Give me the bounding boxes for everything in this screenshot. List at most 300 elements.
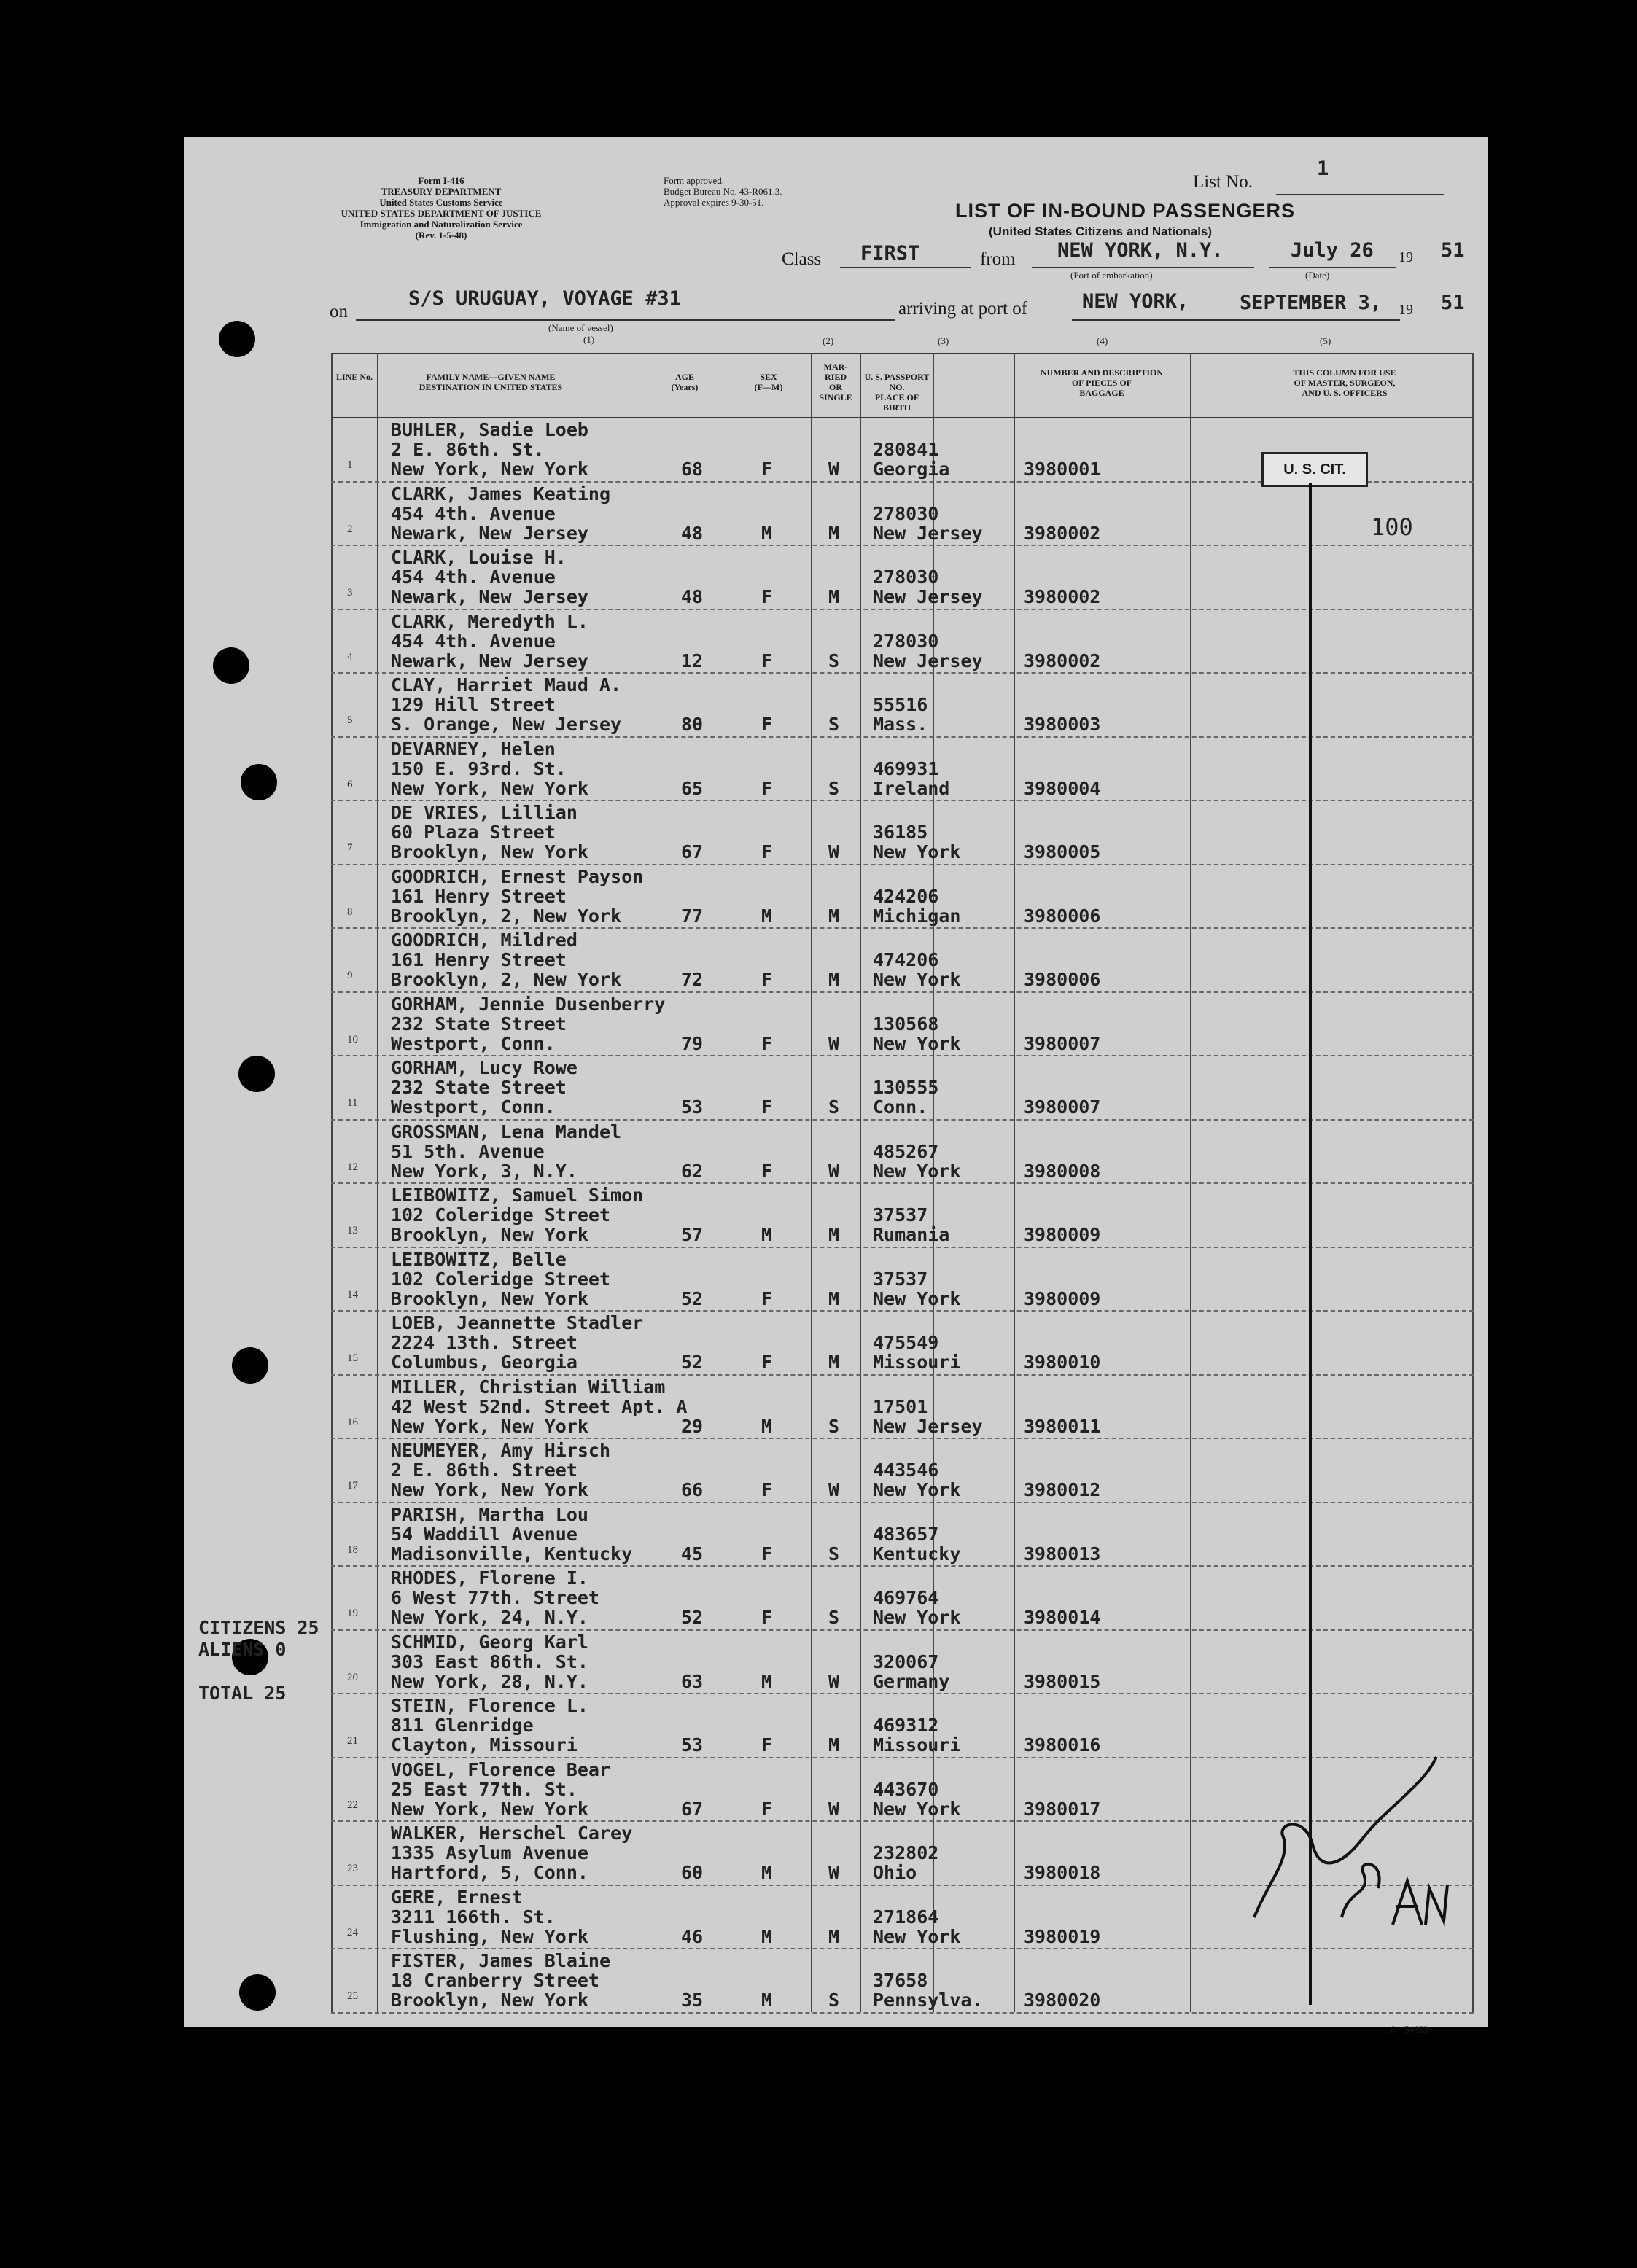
baggage-number: 3980004 bbox=[1024, 777, 1101, 799]
passenger-age: 72 bbox=[681, 969, 704, 990]
passport-number: 320067 bbox=[873, 1651, 939, 1672]
line-number: 8 bbox=[347, 905, 353, 918]
passport-number: 469312 bbox=[873, 1715, 939, 1736]
passenger-name: VOGEL, Florence Bear bbox=[391, 1758, 611, 1780]
passenger-age: 53 bbox=[681, 1096, 704, 1118]
passport-number: 232802 bbox=[873, 1842, 939, 1863]
passenger-city: Brooklyn, New York bbox=[391, 1990, 588, 2011]
passport-number: 37537 bbox=[873, 1268, 928, 1290]
vessel-caption: (Name of vessel) bbox=[548, 322, 613, 333]
passenger-name: LOEB, Jeannette Stadler bbox=[391, 1312, 644, 1333]
passport-number: 443670 bbox=[873, 1778, 939, 1800]
passenger-street: 102 Coleridge Street bbox=[391, 1204, 611, 1225]
passenger-marital-status: S bbox=[828, 1990, 840, 2011]
passenger-marital-status: S bbox=[828, 1543, 840, 1564]
baggage-number: 3980008 bbox=[1024, 1160, 1101, 1182]
passenger-street: 51 5th. Avenue bbox=[391, 1140, 545, 1162]
passenger-street: 3211 166th. St. bbox=[391, 1906, 556, 1928]
passenger-age: 29 bbox=[681, 1415, 704, 1437]
column-number: (2) bbox=[823, 335, 834, 346]
baggage-number: 3980006 bbox=[1024, 905, 1101, 927]
passenger-name: CLAY, Harriet Maud A. bbox=[391, 674, 622, 695]
passenger-age: 57 bbox=[681, 1224, 704, 1245]
passenger-marital-status: W bbox=[828, 1479, 840, 1500]
passenger-name: GORHAM, Lucy Rowe bbox=[391, 1057, 578, 1078]
passenger-street: 454 4th. Avenue bbox=[391, 502, 556, 524]
date-caption: (Date) bbox=[1305, 270, 1330, 281]
place-of-birth: Rumania bbox=[873, 1224, 950, 1245]
line-number: 9 bbox=[347, 970, 353, 981]
passenger-marital-status: W bbox=[828, 1798, 840, 1820]
punch-hole bbox=[219, 321, 255, 357]
passenger-street: 454 4th. Avenue bbox=[391, 566, 556, 588]
count-annotation: 100 bbox=[1371, 513, 1413, 541]
place-of-birth: Missouri bbox=[873, 1352, 961, 1373]
passport-number: 278030 bbox=[873, 566, 939, 588]
vessel-underline bbox=[356, 319, 895, 321]
place-of-birth: New York bbox=[873, 1607, 961, 1628]
passenger-sex: F bbox=[761, 714, 773, 735]
header-passport: U. S. PASSPORT NO. PLACE OF BIRTH bbox=[864, 372, 930, 413]
date-value: July 26 bbox=[1291, 239, 1374, 262]
form-agency-block bbox=[321, 175, 561, 241]
column-number: (5) bbox=[1320, 335, 1331, 346]
header-baggage: NUMBER AND DESCRIPTION OF PIECES OF BAGGAGE bbox=[1040, 367, 1164, 398]
passenger-city: New York, New York bbox=[391, 459, 588, 480]
baggage-number: 3980020 bbox=[1024, 1990, 1101, 2011]
approval-block bbox=[664, 175, 782, 208]
class-underline bbox=[840, 267, 971, 268]
vessel-name: S/S URUGUAY, VOYAGE #31 bbox=[408, 287, 681, 310]
passport-number: 17501 bbox=[873, 1395, 928, 1417]
passenger-street: 303 East 86th. St. bbox=[391, 1651, 588, 1672]
passenger-marital-status: M bbox=[828, 1352, 840, 1373]
punch-hole bbox=[239, 1974, 276, 2011]
page-title: LIST OF IN-BOUND PASSENGERS bbox=[955, 200, 1296, 222]
revision-label: (Rev. 1-5-48) bbox=[415, 230, 467, 241]
line-number: 24 bbox=[347, 1926, 358, 1938]
passport-number: 443546 bbox=[873, 1460, 939, 1481]
header-sex: SEX (F—M) bbox=[754, 372, 783, 392]
from-value: NEW YORK, N.Y. bbox=[1057, 239, 1224, 262]
justice-label: UNITED STATES DEPARTMENT OF JUSTICE bbox=[341, 208, 542, 219]
baggage-number: 3980009 bbox=[1024, 1287, 1101, 1309]
passenger-sex: M bbox=[761, 1224, 773, 1245]
passenger-city: New York, 24, N.Y. bbox=[391, 1607, 588, 1628]
line-number: 18 bbox=[347, 1543, 358, 1556]
place-of-birth: New York bbox=[873, 1798, 961, 1820]
passport-number: 37537 bbox=[873, 1204, 928, 1225]
passenger-city: Hartford, 5, Conn. bbox=[391, 1862, 588, 1883]
passenger-marital-status: M bbox=[828, 522, 840, 544]
passenger-sex: F bbox=[761, 1352, 773, 1373]
passenger-marital-status: W bbox=[828, 1670, 840, 1692]
baggage-number: 3980011 bbox=[1024, 1415, 1101, 1437]
passport-number: 130555 bbox=[873, 1077, 939, 1098]
line-number: 21 bbox=[347, 1735, 358, 1747]
total-count: TOTAL 25 bbox=[198, 1683, 287, 1704]
line-number: 4 bbox=[347, 650, 353, 663]
passenger-city: Newark, New Jersey bbox=[391, 586, 588, 607]
passenger-name: GROSSMAN, Lena Mandel bbox=[391, 1121, 622, 1142]
passport-number: 55516 bbox=[873, 694, 928, 715]
arrival-year-prefix: 19 bbox=[1399, 302, 1413, 318]
passenger-city: Westport, Conn. bbox=[391, 1032, 556, 1054]
header-age: AGE (Years) bbox=[671, 372, 699, 392]
passenger-street: 25 East 77th. St. bbox=[391, 1778, 578, 1800]
arrival-port: NEW YORK, bbox=[1082, 290, 1189, 313]
passenger-name: NEUMEYER, Amy Hirsch bbox=[391, 1440, 611, 1461]
passenger-street: 232 State Street bbox=[391, 1013, 567, 1034]
passenger-age: 68 bbox=[681, 459, 704, 480]
passenger-marital-status: M bbox=[828, 1925, 840, 1947]
port-caption: (Port of embarkation) bbox=[1070, 270, 1153, 281]
passenger-age: 67 bbox=[681, 1798, 704, 1820]
place-of-birth: New York bbox=[873, 1925, 961, 1947]
passenger-sex: F bbox=[761, 1734, 773, 1755]
passenger-street: 54 Waddill Avenue bbox=[391, 1523, 578, 1545]
passenger-age: 46 bbox=[681, 1925, 704, 1947]
line-number: 22 bbox=[347, 1799, 358, 1811]
passenger-city: Brooklyn, 2, New York bbox=[391, 905, 622, 927]
line-number: 13 bbox=[347, 1225, 358, 1236]
header-married: MAR- RIED OR SINGLE bbox=[819, 362, 852, 402]
passenger-city: New York, New York bbox=[391, 1798, 588, 1820]
baggage-number: 3980018 bbox=[1024, 1862, 1101, 1883]
baggage-number: 3980007 bbox=[1024, 1096, 1101, 1118]
passenger-marital-status: S bbox=[828, 714, 840, 735]
passenger-street: 811 Glenridge bbox=[391, 1715, 534, 1736]
baggage-number: 3980002 bbox=[1024, 650, 1101, 671]
passenger-marital-status: S bbox=[828, 650, 840, 671]
baggage-number: 3980006 bbox=[1024, 969, 1101, 990]
column-number: (4) bbox=[1097, 335, 1108, 346]
place-of-birth: New York bbox=[873, 969, 961, 990]
passenger-age: 66 bbox=[681, 1479, 704, 1500]
passenger-city: New York, New York bbox=[391, 1415, 588, 1437]
passenger-city: Flushing, New York bbox=[391, 1925, 588, 1947]
line-number: 10 bbox=[347, 1033, 358, 1045]
passenger-city: New York, New York bbox=[391, 1479, 588, 1500]
place-of-birth: New York bbox=[873, 1479, 961, 1500]
place-of-birth: Mass. bbox=[873, 714, 928, 735]
passenger-sex: F bbox=[761, 777, 773, 799]
approval-line: Form approved. bbox=[664, 175, 725, 186]
line-number: 5 bbox=[347, 714, 353, 726]
passenger-sex: F bbox=[761, 1543, 773, 1564]
passenger-sex: F bbox=[761, 1479, 773, 1500]
baggage-number: 3980009 bbox=[1024, 1224, 1101, 1245]
passport-number: 469931 bbox=[873, 757, 939, 779]
passenger-city: Westport, Conn. bbox=[391, 1096, 556, 1118]
date-year-prefix: 19 bbox=[1399, 249, 1413, 265]
line-number: 11 bbox=[347, 1097, 358, 1109]
baggage-number: 3980005 bbox=[1024, 841, 1101, 862]
inspector-signature bbox=[1240, 1750, 1458, 1939]
us-citizen-stamp: U. S. CIT. bbox=[1261, 452, 1368, 487]
passenger-name: GORHAM, Jennie Dusenberry bbox=[391, 993, 666, 1015]
passenger-marital-status: W bbox=[828, 1032, 840, 1054]
baggage-number: 3980002 bbox=[1024, 586, 1101, 607]
passenger-name: STEIN, Florence L. bbox=[391, 1695, 588, 1716]
passenger-age: 45 bbox=[681, 1543, 704, 1564]
passenger-age: 60 bbox=[681, 1862, 704, 1883]
place-of-birth: Ohio bbox=[873, 1862, 917, 1883]
passenger-city: Brooklyn, New York bbox=[391, 1224, 588, 1245]
passport-number: 280841 bbox=[873, 439, 939, 460]
passenger-marital-status: W bbox=[828, 1160, 840, 1182]
passenger-city: New York, New York bbox=[391, 777, 588, 799]
passenger-marital-status: M bbox=[828, 905, 840, 927]
passenger-age: 79 bbox=[681, 1032, 704, 1054]
on-label: on bbox=[330, 302, 348, 322]
passenger-sex: M bbox=[761, 1670, 773, 1692]
passenger-age: 62 bbox=[681, 1160, 704, 1182]
passenger-age: 35 bbox=[681, 1990, 704, 2011]
passenger-street: 129 Hill Street bbox=[391, 694, 556, 715]
place-of-birth: Missouri bbox=[873, 1734, 961, 1755]
column-number: (3) bbox=[938, 335, 949, 346]
list-no-underline bbox=[1276, 194, 1444, 195]
passenger-marital-status: W bbox=[828, 459, 840, 480]
passenger-city: New York, 3, N.Y. bbox=[391, 1160, 578, 1182]
passport-number: 37658 bbox=[873, 1970, 928, 1991]
passenger-sex: M bbox=[761, 1925, 773, 1947]
punch-hole bbox=[232, 1347, 268, 1384]
baggage-number: 3980003 bbox=[1024, 714, 1101, 735]
approval-line: Budget Bureau No. 43-R061.3. bbox=[664, 186, 782, 197]
arrival-year: 51 bbox=[1441, 292, 1465, 314]
line-number: 17 bbox=[347, 1480, 358, 1492]
passenger-sex: F bbox=[761, 650, 773, 671]
class-label: Class bbox=[782, 249, 822, 269]
line-number: 6 bbox=[347, 778, 353, 790]
passenger-street: 2 E. 86th. St. bbox=[391, 439, 545, 460]
place-of-birth: Conn. bbox=[873, 1096, 928, 1118]
passenger-marital-status: M bbox=[828, 1224, 840, 1245]
place-of-birth: New Jersey bbox=[873, 1415, 983, 1437]
passenger-street: 1335 Asylum Avenue bbox=[391, 1842, 588, 1863]
passenger-name: DE VRIES, Lillian bbox=[391, 802, 578, 823]
passenger-sex: F bbox=[761, 1032, 773, 1054]
passenger-name: FISTER, James Blaine bbox=[391, 1950, 611, 1971]
passenger-sex: F bbox=[761, 1096, 773, 1118]
passenger-sex: M bbox=[761, 905, 773, 927]
baggage-number: 3980010 bbox=[1024, 1352, 1101, 1373]
passenger-age: 65 bbox=[681, 777, 704, 799]
passenger-sex: F bbox=[761, 1160, 773, 1182]
passenger-city: Newark, New Jersey bbox=[391, 650, 588, 671]
passenger-marital-status: S bbox=[828, 777, 840, 799]
header-line-no: LINE No. bbox=[335, 372, 373, 382]
passenger-age: 48 bbox=[681, 586, 704, 607]
baggage-number: 3980017 bbox=[1024, 1798, 1101, 1820]
line-number: 2 bbox=[347, 523, 353, 535]
passenger-street: 18 Cranberry Street bbox=[391, 1970, 599, 1991]
place-of-birth: Ireland bbox=[873, 777, 950, 799]
from-label: from bbox=[980, 249, 1016, 269]
passenger-city: Columbus, Georgia bbox=[391, 1352, 578, 1373]
row-divider bbox=[331, 2012, 1474, 2014]
form-number: Form I-416 bbox=[418, 175, 464, 186]
passport-number: 483657 bbox=[873, 1523, 939, 1545]
line-number: 16 bbox=[347, 1416, 358, 1428]
passenger-street: 150 E. 93rd. St. bbox=[391, 757, 567, 779]
passenger-city: Brooklyn, New York bbox=[391, 1287, 588, 1309]
passenger-sex: F bbox=[761, 969, 773, 990]
passenger-city: S. Orange, New Jersey bbox=[391, 714, 622, 735]
arriving-label: arriving at port of bbox=[898, 299, 1028, 319]
place-of-birth: New Jersey bbox=[873, 586, 983, 607]
passenger-name: WALKER, Herschel Carey bbox=[391, 1823, 633, 1844]
baggage-number: 3980015 bbox=[1024, 1670, 1101, 1692]
passport-number: 424206 bbox=[873, 885, 939, 907]
passenger-sex: M bbox=[761, 1415, 773, 1437]
passenger-name: MILLER, Christian William bbox=[391, 1376, 666, 1398]
passport-number: 474206 bbox=[873, 949, 939, 970]
place-of-birth: Michigan bbox=[873, 905, 961, 927]
passenger-city: Brooklyn, 2, New York bbox=[391, 969, 622, 990]
passport-number: 271864 bbox=[873, 1906, 939, 1928]
list-no-label: List No. bbox=[1193, 172, 1253, 192]
passenger-street: 102 Coleridge Street bbox=[391, 1268, 611, 1290]
passenger-city: New York, 28, N.Y. bbox=[391, 1670, 588, 1692]
passenger-age: 52 bbox=[681, 1352, 704, 1373]
line-number: 23 bbox=[347, 1863, 358, 1874]
header-officers: THIS COLUMN FOR USE OF MASTER, SURGEON, AND U. S. OFFICERS bbox=[1293, 367, 1396, 398]
arrival-date: SEPTEMBER 3, bbox=[1240, 292, 1383, 314]
passenger-name: PARISH, Martha Lou bbox=[391, 1503, 588, 1525]
passenger-street: 161 Henry Street bbox=[391, 885, 567, 907]
passenger-name: DEVARNEY, Helen bbox=[391, 738, 556, 760]
baggage-number: 3980001 bbox=[1024, 459, 1101, 480]
passenger-sex: F bbox=[761, 586, 773, 607]
header-name: FAMILY NAME—GIVEN NAME DESTINATION IN UNITED STATES bbox=[419, 372, 563, 392]
passenger-sex: F bbox=[761, 459, 773, 480]
passenger-marital-status: M bbox=[828, 969, 840, 990]
line-number: 20 bbox=[347, 1671, 358, 1683]
line-number: 14 bbox=[347, 1288, 358, 1301]
passenger-street: 60 Plaza Street bbox=[391, 822, 556, 843]
baggage-number: 3980014 bbox=[1024, 1607, 1101, 1628]
passenger-age: 67 bbox=[681, 841, 704, 862]
citizens-count: CITIZENS 25 bbox=[198, 1617, 319, 1638]
passenger-marital-status: M bbox=[828, 1734, 840, 1755]
punch-hole bbox=[238, 1056, 275, 1092]
passenger-marital-status: M bbox=[828, 1287, 840, 1309]
place-of-birth: New Jersey bbox=[873, 522, 983, 544]
passenger-marital-status: S bbox=[828, 1607, 840, 1628]
passenger-street: 2224 13th. Street bbox=[391, 1332, 578, 1353]
passenger-street: 161 Henry Street bbox=[391, 949, 567, 970]
passport-number: 475549 bbox=[873, 1332, 939, 1353]
passport-number: 469764 bbox=[873, 1587, 939, 1608]
passport-number: 130568 bbox=[873, 1013, 939, 1034]
passenger-marital-status: W bbox=[828, 1862, 840, 1883]
place-of-birth: Pennsylva. bbox=[873, 1990, 983, 2011]
place-of-birth: New York bbox=[873, 841, 961, 862]
line-number: 1 bbox=[347, 459, 353, 471]
place-of-birth: Germany bbox=[873, 1670, 950, 1692]
passenger-sex: F bbox=[761, 1287, 773, 1309]
passport-number: 36185 bbox=[873, 822, 928, 843]
passenger-name: CLARK, Meredyth L. bbox=[391, 610, 588, 632]
passenger-sex: F bbox=[761, 1798, 773, 1820]
passenger-name: GERE, Ernest bbox=[391, 1886, 523, 1908]
passenger-age: 52 bbox=[681, 1287, 704, 1309]
passenger-marital-status: S bbox=[828, 1096, 840, 1118]
passenger-sex: M bbox=[761, 1862, 773, 1883]
passenger-sex: F bbox=[761, 1607, 773, 1628]
customs-label: United States Customs Service bbox=[379, 197, 503, 208]
footer-code: 16—54653 bbox=[1385, 2024, 1428, 2035]
passenger-street: 6 West 77th. Street bbox=[391, 1587, 599, 1608]
passenger-city: Brooklyn, New York bbox=[391, 841, 588, 862]
passport-number: 278030 bbox=[873, 502, 939, 524]
from-underline bbox=[1032, 267, 1254, 268]
treasury-label: TREASURY DEPARTMENT bbox=[381, 186, 502, 197]
class-value: FIRST bbox=[860, 242, 920, 265]
passenger-sex: F bbox=[761, 841, 773, 862]
passenger-street: 42 West 52nd. Street Apt. A bbox=[391, 1395, 688, 1417]
passenger-name: GOODRICH, Ernest Payson bbox=[391, 865, 644, 887]
aliens-count: ALIENS 0 bbox=[198, 1639, 287, 1660]
passenger-name: RHODES, Florene I. bbox=[391, 1567, 588, 1589]
passenger-sex: M bbox=[761, 1990, 773, 2011]
passenger-age: 52 bbox=[681, 1607, 704, 1628]
passenger-marital-status: W bbox=[828, 841, 840, 862]
approval-line: Approval expires 9-30-51. bbox=[664, 197, 764, 208]
arrival-underline bbox=[1072, 319, 1400, 321]
date-year: 51 bbox=[1441, 239, 1465, 262]
list-no-value: 1 bbox=[1317, 157, 1329, 180]
passenger-city: Madisonville, Kentucky bbox=[391, 1543, 633, 1564]
baggage-number: 3980013 bbox=[1024, 1543, 1101, 1564]
place-of-birth: New York bbox=[873, 1160, 961, 1182]
place-of-birth: New Jersey bbox=[873, 650, 983, 671]
line-number: 15 bbox=[347, 1352, 358, 1364]
place-of-birth: Kentucky bbox=[873, 1543, 961, 1564]
passenger-name: LEIBOWITZ, Belle bbox=[391, 1248, 567, 1270]
line-number: 25 bbox=[347, 1990, 358, 2002]
passenger-name: BUHLER, Sadie Loeb bbox=[391, 419, 588, 440]
passenger-marital-status: S bbox=[828, 1415, 840, 1437]
punch-hole bbox=[241, 764, 277, 800]
passenger-name: SCHMID, Georg Karl bbox=[391, 1631, 588, 1653]
passenger-city: Clayton, Missouri bbox=[391, 1734, 578, 1755]
passenger-street: 454 4th. Avenue bbox=[391, 630, 556, 652]
passenger-age: 53 bbox=[681, 1734, 704, 1755]
ins-label: Immigration and Naturalization Service bbox=[359, 219, 523, 230]
line-number: 19 bbox=[347, 1608, 358, 1619]
place-of-birth: New York bbox=[873, 1287, 961, 1309]
passenger-street: 232 State Street bbox=[391, 1077, 567, 1098]
passenger-age: 48 bbox=[681, 522, 704, 544]
baggage-number: 3980002 bbox=[1024, 522, 1101, 544]
baggage-number: 3980019 bbox=[1024, 1925, 1101, 1947]
passenger-city: Newark, New Jersey bbox=[391, 522, 588, 544]
passenger-age: 80 bbox=[681, 714, 704, 735]
passenger-age: 12 bbox=[681, 650, 704, 671]
passenger-age: 63 bbox=[681, 1670, 704, 1692]
passenger-name: GOODRICH, Mildred bbox=[391, 930, 578, 951]
passenger-name: LEIBOWITZ, Samuel Simon bbox=[391, 1185, 644, 1206]
passenger-street: 2 E. 86th. Street bbox=[391, 1460, 578, 1481]
baggage-number: 3980016 bbox=[1024, 1734, 1101, 1755]
punch-hole bbox=[213, 647, 249, 684]
baggage-number: 3980007 bbox=[1024, 1032, 1101, 1054]
passenger-age: 77 bbox=[681, 905, 704, 927]
